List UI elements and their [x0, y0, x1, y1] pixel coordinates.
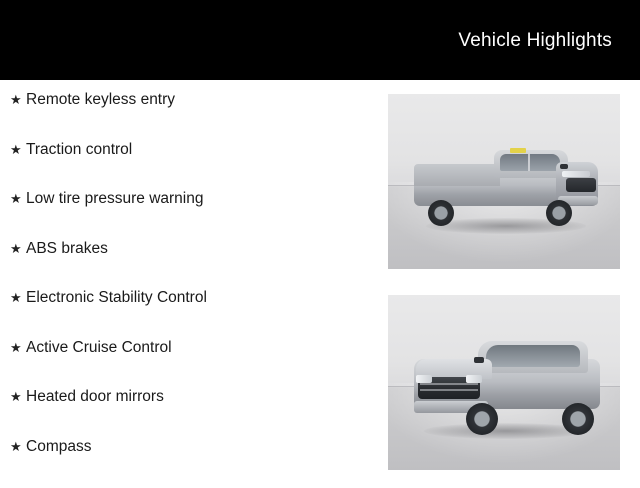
star-bullet-icon: ★ [10, 93, 26, 106]
window-price-tag [510, 148, 526, 153]
truck-side-windows [500, 154, 560, 171]
vehicle-photo-gallery [388, 94, 620, 470]
header-bar [0, 0, 640, 80]
star-bullet-icon: ★ [10, 143, 26, 156]
list-item [0, 389, 380, 439]
truck-illustration [406, 142, 606, 228]
truck-illustration [404, 335, 608, 435]
list-item [0, 290, 380, 340]
list-item [0, 340, 380, 390]
truck-headlight-right [466, 375, 482, 383]
list-item [0, 92, 380, 142]
list-item-label: Heated door mirrors [26, 389, 164, 405]
star-bullet-icon: ★ [10, 390, 26, 403]
list-item-label: Compass [26, 439, 91, 455]
truck-front-wheel [466, 403, 498, 435]
slide-body [0, 80, 640, 480]
truck-windshield [486, 345, 580, 367]
page-title: Vehicle Highlights [458, 31, 640, 50]
list-item [0, 142, 380, 192]
list-item [0, 439, 380, 488]
star-bullet-icon: ★ [10, 192, 26, 205]
list-item-label: ABS brakes [26, 241, 108, 257]
list-item-label: Active Cruise Control [26, 340, 172, 356]
list-item-label: Remote keyless entry [26, 92, 175, 108]
truck-grille-bar [420, 389, 478, 391]
truck-headlight [562, 171, 590, 177]
list-item [0, 241, 380, 291]
truck-headlight-left [416, 375, 432, 383]
truck-bed [414, 164, 500, 186]
truck-rear-wheel [428, 200, 454, 226]
truck-front-wheel [546, 200, 572, 226]
list-item-label: Electronic Stability Control [26, 290, 207, 306]
star-bullet-icon: ★ [10, 440, 26, 453]
truck-grille [566, 178, 596, 192]
star-bullet-icon: ★ [10, 242, 26, 255]
star-bullet-icon: ★ [10, 341, 26, 354]
vehicle-photo-front-three-quarter [388, 295, 620, 470]
truck-grille-bar [420, 383, 478, 385]
truck-side-mirror [474, 357, 484, 363]
list-item [0, 191, 380, 241]
truck-window-pillar [528, 154, 530, 171]
vehicle-highlights-list [0, 80, 380, 488]
list-item-label: Low tire pressure warning [26, 191, 203, 207]
list-item-label: Traction control [26, 142, 132, 158]
truck-rear-wheel [562, 403, 594, 435]
vehicle-photo-rear-three-quarter [388, 94, 620, 269]
truck-side-mirror [560, 164, 568, 169]
star-bullet-icon: ★ [10, 291, 26, 304]
